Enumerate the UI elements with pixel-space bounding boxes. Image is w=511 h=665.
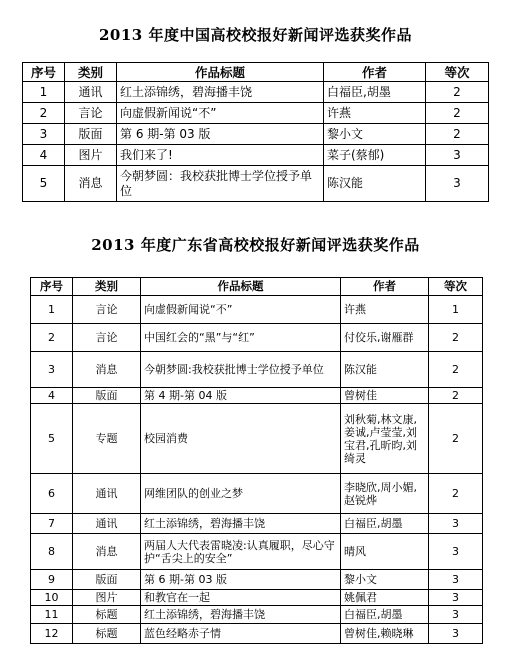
- cell-grade: 3: [429, 590, 483, 606]
- section2-title: 2013 年度广东省高校校报好新闻评选获奖作品: [91, 236, 420, 254]
- table-row: [23, 166, 489, 202]
- cell-author: 白福臣,胡墨: [341, 514, 429, 534]
- cell-category: 版面: [73, 570, 141, 590]
- cell-no: 1: [23, 82, 65, 103]
- table-row: [23, 124, 489, 145]
- table-row: [31, 324, 483, 352]
- cell-grade: 3: [429, 606, 483, 624]
- header-no: 序号: [23, 63, 65, 82]
- cell-author: 黎小文: [341, 570, 429, 590]
- header-no: 序号: [31, 278, 73, 296]
- cell-title: 向虚假新闻说“不”: [141, 296, 341, 324]
- cell-title: 我们来了!: [117, 145, 324, 166]
- cell-no: 5: [23, 166, 65, 202]
- cell-grade: 2: [429, 388, 483, 404]
- cell-category: 标题: [73, 606, 141, 624]
- cell-no: 4: [23, 145, 65, 166]
- cell-grade: 2: [429, 474, 483, 514]
- cell-no: 2: [31, 324, 73, 352]
- cell-author: 陈汉能: [324, 166, 426, 202]
- cell-grade: 2: [429, 352, 483, 388]
- header-title: 作品标题: [141, 278, 341, 296]
- cell-category: 通讯: [73, 474, 141, 514]
- cell-title: 蓝色经略赤子情: [141, 624, 341, 644]
- cell-category: 消息: [73, 534, 141, 570]
- cell-title: 红土添锦绣，碧海播丰饶: [141, 606, 341, 624]
- header-grade: 等次: [429, 278, 483, 296]
- table-row: [31, 534, 483, 570]
- cell-title: 红土添锦绣，碧海播丰饶: [141, 514, 341, 534]
- cell-grade: 3: [426, 166, 489, 202]
- cell-title: 第 4 期-第 04 版: [141, 388, 341, 404]
- table-row: [31, 606, 483, 624]
- cell-author: 陈汉能: [341, 352, 429, 388]
- table-row: [31, 296, 483, 324]
- section1-title: 2013 年度中国高校校报好新闻评选获奖作品: [99, 26, 412, 44]
- cell-author: 曾树佳: [341, 388, 429, 404]
- cell-author: 姚佩君: [341, 590, 429, 606]
- cell-title: 第 6 期-第 03 版: [141, 570, 341, 590]
- header-title: 作品标题: [117, 63, 324, 82]
- cell-no: 1: [31, 296, 73, 324]
- cell-author: 刘秋菊,林文康,姜诚,卢莹莹,刘宝君,孔昕昀,刘绮灵: [341, 404, 429, 474]
- table-row: [31, 590, 483, 606]
- cell-grade: 1: [429, 296, 483, 324]
- cell-grade: 3: [429, 570, 483, 590]
- table-header-row: [23, 63, 489, 82]
- cell-grade: 2: [426, 103, 489, 124]
- cell-title: 红土添锦绣，碧海播丰饶: [117, 82, 324, 103]
- cell-author: 白福臣,胡墨: [341, 606, 429, 624]
- header-category: 类别: [73, 278, 141, 296]
- table-row: [23, 145, 489, 166]
- cell-grade: 2: [429, 404, 483, 474]
- cell-no: 12: [31, 624, 73, 644]
- header-author: 作者: [341, 278, 429, 296]
- cell-author: 菜子(蔡郁): [324, 145, 426, 166]
- cell-author: 黎小文: [324, 124, 426, 145]
- table-row: [31, 474, 483, 514]
- cell-category: 图片: [73, 590, 141, 606]
- cell-category: 图片: [65, 145, 117, 166]
- cell-no: 8: [31, 534, 73, 570]
- cell-grade: 2: [429, 324, 483, 352]
- cell-no: 3: [23, 124, 65, 145]
- cell-grade: 2: [426, 82, 489, 103]
- cell-author: 白福臣,胡墨: [324, 82, 426, 103]
- table-row: [31, 404, 483, 474]
- cell-no: 10: [31, 590, 73, 606]
- award-table-china: [22, 62, 489, 202]
- table-row: [23, 82, 489, 103]
- cell-no: 6: [31, 474, 73, 514]
- cell-no: 7: [31, 514, 73, 534]
- cell-title: 和教官在一起: [141, 590, 341, 606]
- cell-category: 标题: [73, 624, 141, 644]
- table-row: [31, 514, 483, 534]
- cell-title: 两届人大代表雷晓凌:认真履职，尽心守护“舌尖上的安全”: [141, 534, 341, 570]
- cell-title: 中国红会的“黑”与“红”: [141, 324, 341, 352]
- table-row: [31, 352, 483, 388]
- cell-grade: 3: [429, 534, 483, 570]
- cell-category: 版面: [73, 388, 141, 404]
- cell-author: 许燕: [341, 296, 429, 324]
- cell-title: 向虚假新闻说“不”: [117, 103, 324, 124]
- cell-author: 李晓欣,周小媚,赵锐烨: [341, 474, 429, 514]
- header-category: 类别: [65, 63, 117, 82]
- cell-grade: 3: [429, 514, 483, 534]
- cell-title: 今朝梦圆:我校获批博士学位授予单位: [141, 352, 341, 388]
- cell-category: 专题: [73, 404, 141, 474]
- cell-category: 通讯: [73, 514, 141, 534]
- award-table-guangdong: [30, 277, 483, 644]
- table-row: [23, 103, 489, 124]
- cell-no: 5: [31, 404, 73, 474]
- cell-category: 通讯: [65, 82, 117, 103]
- cell-author: 付佼乐,谢雁群: [341, 324, 429, 352]
- cell-category: 言论: [73, 296, 141, 324]
- header-grade: 等次: [426, 63, 489, 82]
- cell-no: 11: [31, 606, 73, 624]
- cell-grade: 2: [426, 124, 489, 145]
- table-header-row: [31, 278, 483, 296]
- cell-author: 晴风: [341, 534, 429, 570]
- cell-author: 曾树佳,赖晓琳: [341, 624, 429, 644]
- cell-no: 2: [23, 103, 65, 124]
- cell-category: 版面: [65, 124, 117, 145]
- cell-no: 9: [31, 570, 73, 590]
- cell-grade: 3: [429, 624, 483, 644]
- header-author: 作者: [324, 63, 426, 82]
- cell-title: 第 6 期-第 03 版: [117, 124, 324, 145]
- cell-title: 今朝梦圆：我校获批博士学位授予单位: [117, 166, 324, 202]
- table-row: [31, 624, 483, 644]
- cell-title: 校园消费: [141, 404, 341, 474]
- cell-category: 言论: [65, 103, 117, 124]
- cell-category: 消息: [65, 166, 117, 202]
- cell-grade: 3: [426, 145, 489, 166]
- cell-no: 3: [31, 352, 73, 388]
- cell-title: 网维团队的创业之梦: [141, 474, 341, 514]
- table-row: [31, 388, 483, 404]
- cell-author: 许燕: [324, 103, 426, 124]
- cell-category: 言论: [73, 324, 141, 352]
- table-row: [31, 570, 483, 590]
- cell-category: 消息: [73, 352, 141, 388]
- cell-no: 4: [31, 388, 73, 404]
